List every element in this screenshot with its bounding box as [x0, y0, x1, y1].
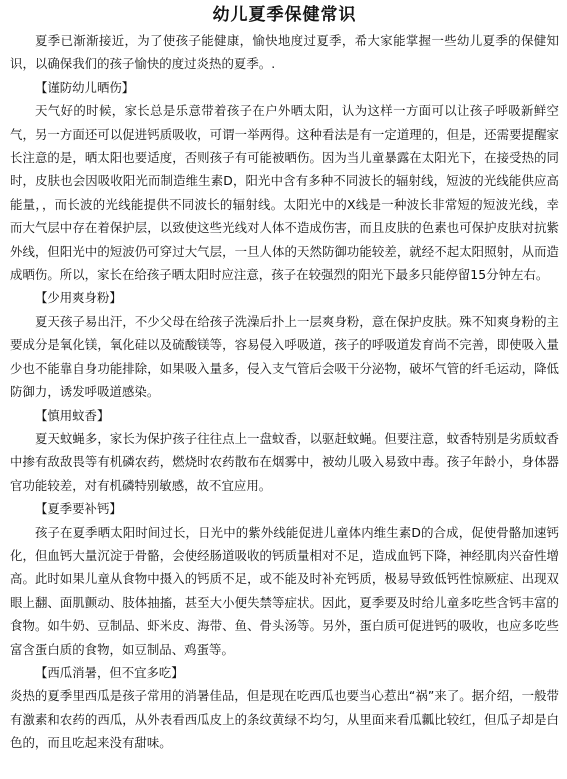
section-body-calcium: 孩子在夏季晒太阳时间过长，日光中的紫外线能促进儿童体内维生素D的合成，促使骨骼加速钙化，但血钙大量沉淀于骨骼，会使经肠道吸收的钙质量相对不足，造成血钙下降，神经肌肉兴奋性增高。此时如果儿童从食物中摄入的钙质不足，或不能及时补充钙质，极易导致低钙性惊厥症、出现双眼上翻、面肌颤动、肢体抽搐，甚至大小便失禁等症状。因此，夏季要及时给儿童多吃些含钙丰富的食物。如牛奶、豆制品、虾米皮、海带、鱼、骨头汤等。另外，蛋白质可促进钙的吸收，也应多吃些富含蛋白质的食物，如豆制品、鸡蛋等。: [10, 524, 559, 657]
section-body-watermelon: 炎热的夏季里西瓜是孩子常用的消暑佳品，但是现在吃西瓜也要当心惹出“祸”来了。据介绍，一般带有激素和农药的西瓜，从外表看西瓜皮上的条纹黄绿不均匀，从里面来看瓜瓤比较红，但瓜子却是白色的，而且吃起来没有甜味。: [10, 688, 559, 751]
section-heading-label: 【慎用蚊香】: [35, 407, 110, 423]
section-heading-mosquito-coil: [10, 404, 559, 427]
section-heading-label: 【西瓜消暑，但不宜多吃】: [35, 664, 184, 680]
section-heading-watermelon: [10, 661, 559, 684]
section-body-sunburn: 天气好的时候，家长总是乐意带着孩子在户外晒太阳，认为这样一方面可以让孩子呼吸新鲜空气，另一方面还可以促进钙质吸收，可谓一举两得。这种看法是有一定道理的，但是，还需要提醒家长注意的是，晒太阳也要适度，否则孩子有可能被晒伤。因为当儿童暴露在太阳光下，在接受热的同时，皮肤也会因吸收阳光而制造维生素D，阳光中含有多种不同波长的辐射线，短波的光线能供应高能量，，而长波的光线能提供不同波长的辐射线。太阳光中的X线是一种波长非常短的短波光线，幸而大气层中存在着保护层，以致使这些光线对人体不造成伤害，而且皮肤的色素也可保护皮肤对抗紫外线，但阳光中的短波仍可穿过大气层，一旦人体的天然防御功能较差，就经不起太阳照射，从而造成晒伤。所以，家长在给孩子晒太阳时应注意，孩子在较强烈的阳光下最多只能停留15分钟左右。: [10, 103, 559, 283]
section-heading-label: 【夏季要补钙】: [35, 501, 122, 517]
page-title: 幼儿夏季保健常识: [212, 5, 357, 25]
section-heading-label: 【少用爽身粉】: [35, 290, 122, 306]
section-body-powder: 夏天孩子易出汗，不少父母在给孩子洗澡后扑上一层爽身粉，意在保护皮肤。殊不知爽身粉的主要成分是氧化镁，氧化硅以及硫酸镁等，容易侵入呼吸道，孩子的呼吸道发育尚不完善，即使吸入量少也不能靠自身功能排除，如果吸入量多，侵入支气管后会吸干分泌物，破坏气管的纤毛运动，降低防御力，诱发呼吸道感染。: [10, 313, 559, 400]
intro-paragraph: 夏季已渐渐接近，为了使孩子能健康，愉快地度过夏季，希大家能掌握一些幼儿夏季的保健知识，以确保我们的孩子愉快的度过炎热的夏季。.: [10, 33, 559, 72]
section-heading-calcium: [10, 497, 559, 520]
section-heading-sunburn: [10, 76, 559, 99]
section-heading-label: 【谨防幼儿晒伤】: [35, 79, 135, 95]
section-heading-powder: [10, 286, 559, 309]
section-body-mosquito-coil: 夏天蚊蝇多，家长为保护孩子往往点上一盘蚊香，以驱赶蚊蝇。但要注意，蚊香特别是劣质蚊香中掺有敌敌畏等有机磷农药，燃烧时农药散布在烟雾中，被幼儿吸入易致中毒。孩子年龄小，身体器官功能较差，对有机磷特别敏感，故不宜应用。: [10, 430, 559, 493]
